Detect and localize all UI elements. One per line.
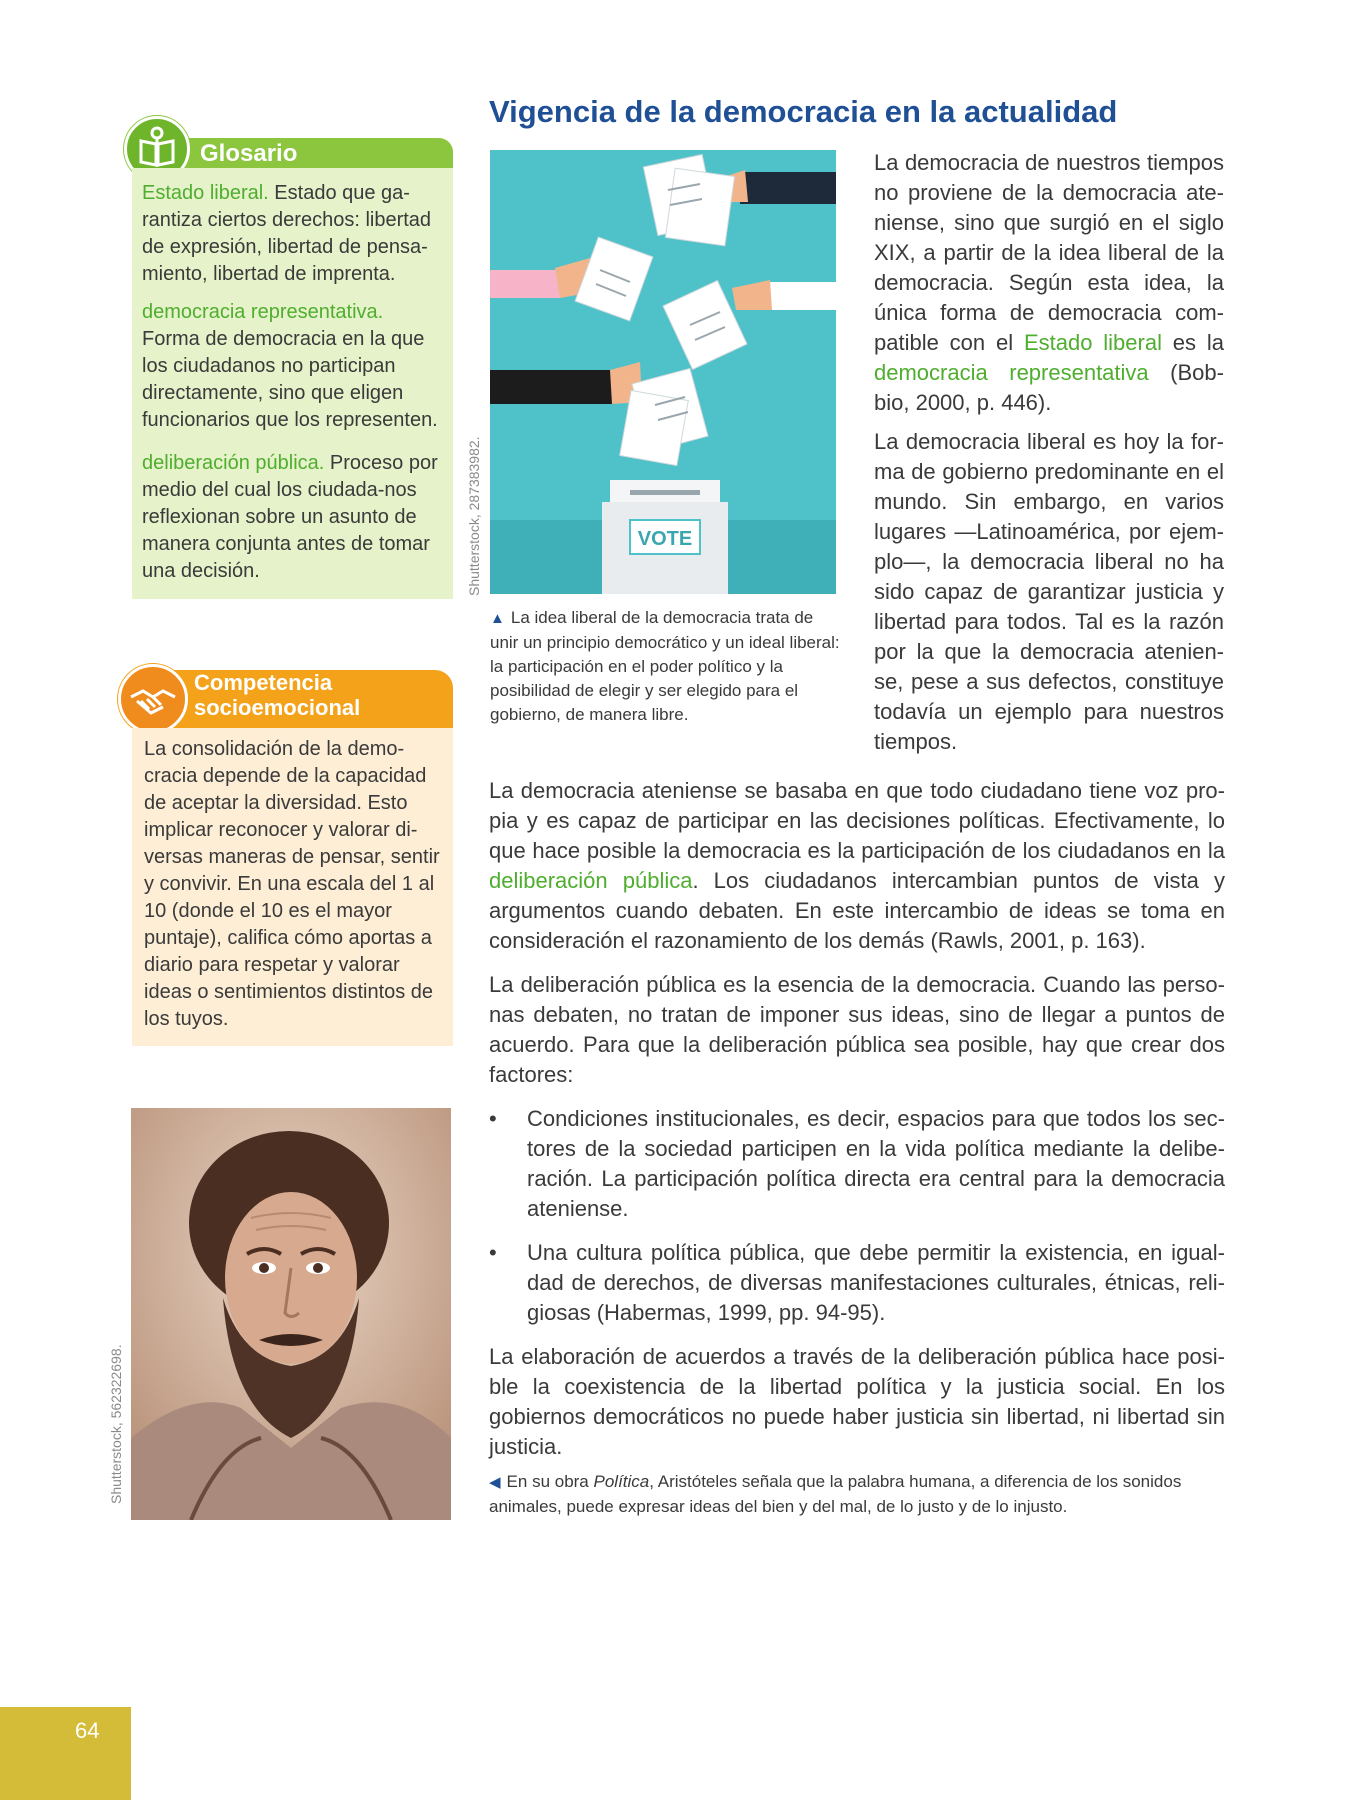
- image-credit: Shutterstock, 287383982.: [466, 436, 482, 596]
- glossary-definition: Proceso por medio del cual los ciudada-nos reflexionan sobre un asunto de manera conjunta antes de tomar una decisión.: [142, 452, 438, 582]
- glossary-link: Estado liberal: [1023, 330, 1162, 355]
- glossary-link: deliberación pública: [489, 868, 693, 893]
- paragraph: La deliberación pública es la esencia de la democracia. Cuando las perso-nas debaten, no tratan de imponer sus ideas, sino de llegar a puntos de acuerdo. Para que la deliberación pública sea posible, hay que crear dos factores:: [489, 972, 1225, 1087]
- vote-label: VOTE: [637, 528, 693, 550]
- image-caption: [490, 606, 840, 727]
- competencia-text: La consolidación de la demo-cracia depende de la capacidad de aceptar la diversidad. Esto implicar reconocer y valorar di-versas maneras de pensar, sentir y convivir. En una escala del 1 al 10 (donde el 10 es el mayor puntaje), califica cómo aportas a diario para respetar y valorar ideas o sentimientos distintos de los tuyos.: [144, 738, 440, 1030]
- glossary-entry: [142, 450, 447, 585]
- glossary-entry: [142, 180, 447, 288]
- glossary-term: Estado liberal.: [142, 182, 269, 204]
- page-title: Vigencia de la democracia en la actualidad: [489, 94, 1118, 129]
- competencia-title: Competencia: [194, 670, 333, 695]
- intro-text: [874, 148, 1224, 766]
- bullet-list: [489, 1104, 1225, 1328]
- paragraph: La democracia de nuestros tiempos no proviene de la democracia ate-niense, sino que surgió en el siglo XIX, a partir de la idea liberal de la democracia. Según esta idea, la única forma de democracia com-patible con el Estado liberal es la democracia representativa (Bob-bio, 2000, p. 446).: [874, 150, 1224, 415]
- page-number-strip: [0, 1707, 131, 1800]
- glossary-definition: Estado que ga-rantiza ciertos derechos: libertad de expresión, libertad de pensa-miento, libertad de imprenta.: [142, 182, 432, 285]
- aristotle-portrait: [131, 1108, 451, 1520]
- triangle-left-icon: ◀: [489, 1474, 501, 1491]
- handshake-icon: [118, 664, 188, 734]
- main-body: [489, 776, 1225, 1476]
- paragraph: La democracia liberal es hoy la for-ma de gobierno predominante en el mundo. Sin embargo, en varios lugares —Latinoamérica, por ejem-plo—, la democracia liberal no ha sido capaz de garantizar justicia y libertad para todos. Tal es la razón por la que la democracia atenien-se, pese a sus defectos, constituye todavía un ejemplo para nuestros tiempos.: [874, 429, 1224, 754]
- glossary-entry: [142, 299, 447, 434]
- glossary-link: democracia representativa: [874, 360, 1149, 385]
- paragraph: La elaboración de acuerdos a través de la deliberación pública hace posi-ble la coexistencia de la libertad política y la justicia social. En los gobiernos democráticos no puede haber justicia sin libertad, ni libertad sin justicia.: [489, 1344, 1225, 1459]
- page-number: 64: [75, 1718, 100, 1743]
- glossary-definition: Forma de democracia en la que los ciudadanos no participan directamente, sino que eligen funcionarios que los representen.: [142, 328, 438, 431]
- vote-illustration: [490, 150, 836, 594]
- glossary-term: deliberación pública.: [142, 452, 325, 474]
- caption-text: La idea liberal de la democracia trata de unir un principio democrático y un ideal liberal: la participación en el poder político y la posibilidad de elegir y ser elegido para el gobierno, de manera libre.: [490, 608, 840, 724]
- glossary-term: democracia representativa.: [142, 301, 384, 323]
- triangle-up-icon: ▲: [490, 610, 505, 627]
- portrait-caption: ◀ En su obra Política, Aristóteles señala que la palabra humana, a diferencia de los sonidos animales, puede expresar ideas del bien y del mal, de lo justo y de lo injusto.: [489, 1472, 1182, 1516]
- paragraph: La democracia ateniense se basaba en que todo ciudadano tiene voz pro-pia y es capaz de participar en las decisiones políticas. Efectivamente, lo que hace posible la democracia es la participación de los ciudadanos en la deliberación pública. Los ciudadanos intercambian puntos de vista y argumentos cuando debaten. En este intercambio de ideas se toma en consideración el razonamiento de los demás (Rawls, 2001, p. 163).: [489, 778, 1226, 953]
- image-credit: Shutterstock, 562322698.: [108, 1344, 124, 1504]
- list-item: • Una cultura política pública, que debe permitir la existencia, en igual-dad de derechos, de diversas manifestaciones culturales, étnicas, reli-giosas (Habermas, 1999, pp. 94-95).: [489, 1238, 1225, 1328]
- list-item: • Condiciones institucionales, es decir, espacios para que todos los sec-tores de la sociedad participen en la vida política mediante la delibe-ración. La participación política directa era central para la democracia ateniense.: [489, 1104, 1225, 1224]
- glossary-title: Glosario: [200, 140, 298, 167]
- competencia-title: socioemocional: [194, 695, 361, 720]
